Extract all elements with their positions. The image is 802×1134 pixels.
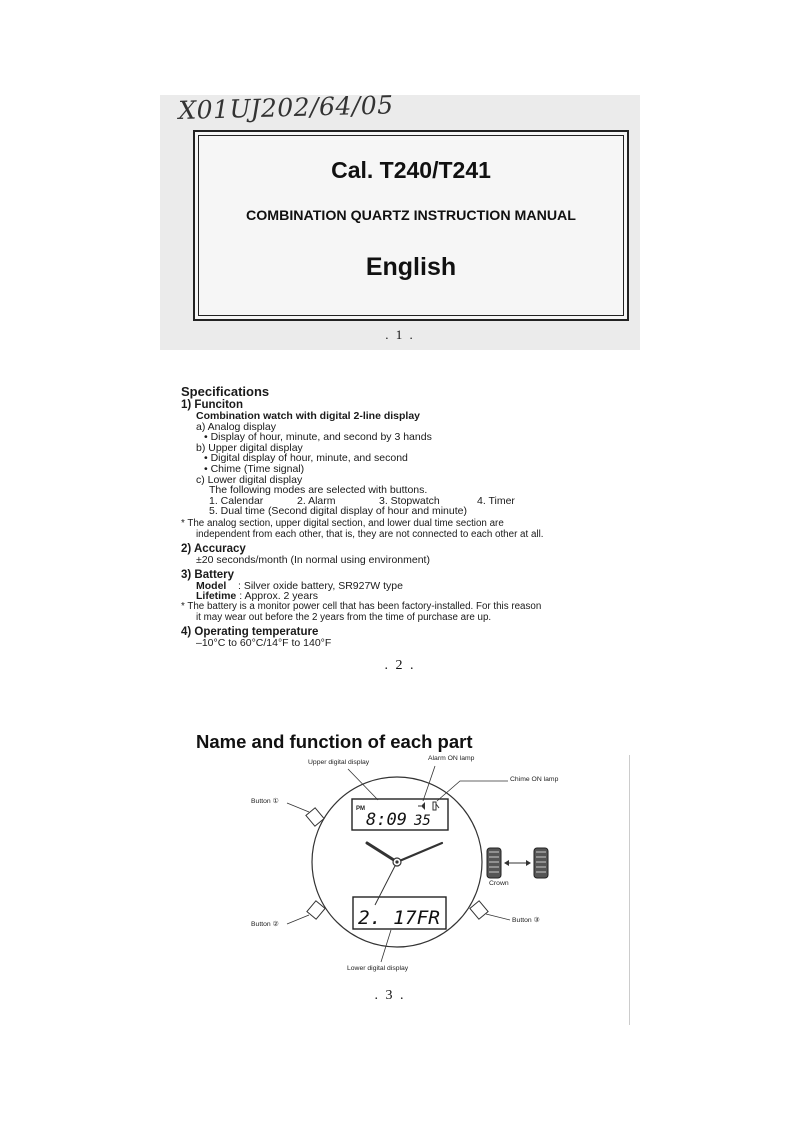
analog-display-item: • Display of hour, minute, and second by 3 hands [204, 431, 432, 444]
upper-lcd-seconds: 35 [414, 813, 431, 829]
accuracy-heading: 2) Accuracy [181, 543, 246, 556]
lower-display-label: c) Lower digital display [196, 473, 303, 486]
lower-display-label: Lower digital display [347, 965, 409, 972]
upper-display-label: Upper digital display [308, 759, 370, 766]
lower-lcd-text: 2. 17FR [358, 907, 440, 929]
mode-item: 3. Stopwatch [379, 494, 440, 507]
analog-display-label: a) Analog display [196, 420, 276, 433]
function-heading: 1) Funciton [181, 399, 243, 411]
manual-subtitle: COMBINATION QUARTZ INSTRUCTION MANUAL [246, 208, 576, 224]
crown-pushed-icon [487, 848, 501, 878]
upper-display-item: • Chime (Time signal) [204, 462, 305, 475]
page-number: . 3 . [374, 988, 406, 1003]
manual-title: Cal. T240/T241 [331, 157, 491, 183]
battery-note: it may wear out before the 2 years from the time of purchase are up. [196, 611, 492, 623]
lower-display-intro: The following modes are selected with buttons. [209, 484, 428, 497]
upper-display-item: • Digital display of hour, minute, and second [204, 452, 408, 465]
alarm-lamp-label: Alarm ON lamp [428, 755, 475, 762]
upper-lcd-time: 8:09 [366, 810, 407, 830]
crown-pulled-icon [534, 848, 548, 878]
button-3 [470, 901, 488, 919]
function-summary: Combination watch with digital 2-line display [196, 410, 421, 422]
mode-item: 4. Timer [477, 494, 515, 507]
battery-note: * The battery is a monitor power cell that has been factory-installed. For this reason [181, 600, 542, 612]
button-3-label: Button ③ [512, 917, 540, 924]
upper-display-label: b) Upper digital display [196, 441, 303, 454]
crown-label: Crown [489, 880, 509, 887]
battery-lifetime-label: Lifetime [196, 590, 237, 603]
manual-language: English [365, 253, 457, 281]
battery-lifetime-value: : Approx. 2 years [239, 590, 318, 603]
battery-model-label: Model [196, 579, 227, 592]
battery-model-value: : Silver oxide battery, SR927W type [238, 579, 403, 592]
button-2-label: Button ② [251, 921, 279, 928]
specifications-heading: Specifications [181, 384, 270, 399]
double-arrow-icon [504, 860, 531, 866]
page-number: . 1 . [385, 327, 415, 342]
page-number: . 2 . [384, 658, 416, 673]
pm-indicator: PM [356, 806, 365, 812]
mode-item: 5. Dual time (Second digital display of hour and minute) [209, 505, 467, 518]
parts-title: Name and function of each part [196, 731, 473, 752]
accuracy-value: ±20 seconds/month (In normal using environment) [196, 554, 430, 567]
temperature-value: –10°C to 60°C/14°F to 140°F [196, 637, 332, 650]
button-1-label: Button ① [251, 798, 279, 805]
mode-item: 1. Calendar [209, 494, 264, 507]
mode-item: 2. Alarm [297, 494, 336, 507]
temperature-heading: 4) Operating temperature [181, 626, 319, 639]
function-note: * The analog section, upper digital section, and lower dual time section are [181, 517, 504, 529]
chime-lamp-label: Chime ON lamp [510, 776, 559, 783]
handwritten-code: X01UJ202/64/05 [178, 90, 394, 125]
function-note: independent from each other, that is, they are not connected to each other at all. [196, 528, 544, 540]
battery-heading: 3) Battery [181, 568, 235, 581]
